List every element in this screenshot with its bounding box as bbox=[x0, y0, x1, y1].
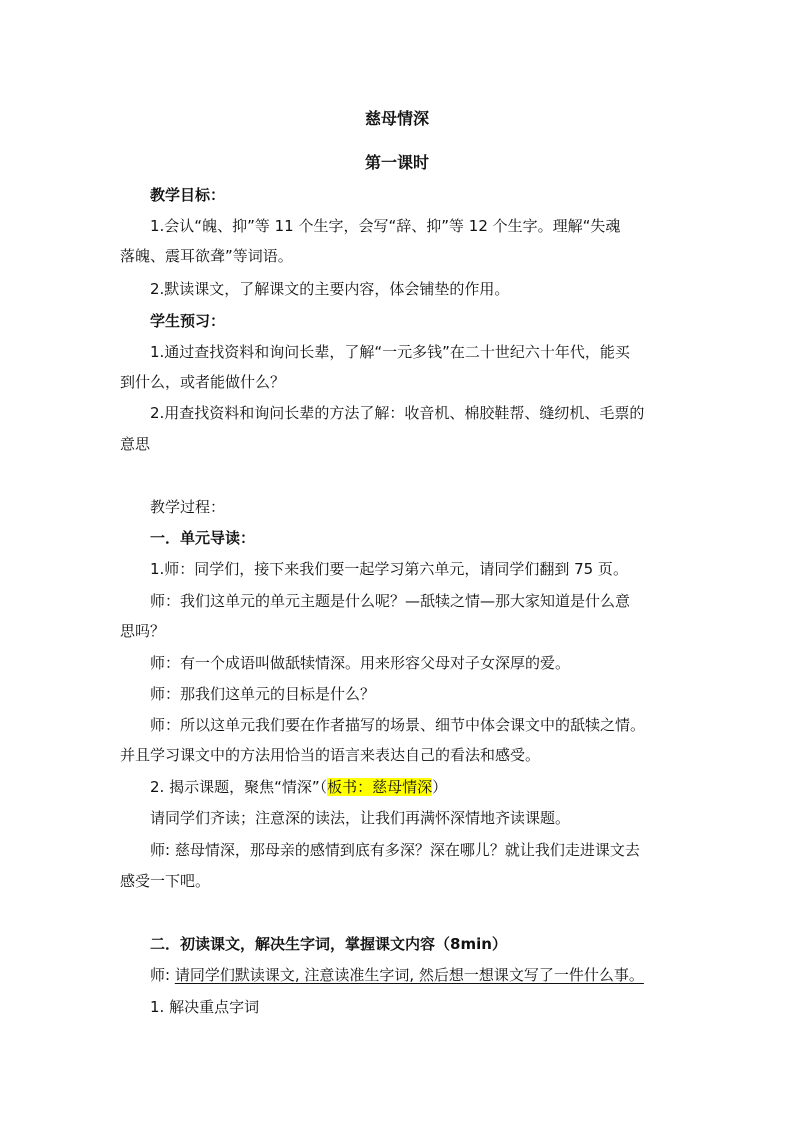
section-1-paragraph-4: 师：那我们这单元的目标是什么？ bbox=[150, 685, 376, 703]
goal-item-2: 2.默读课文，了解课文的主要内容，体会铺垫的作用。 bbox=[150, 280, 510, 298]
section-2-paragraph-1-underlined: 请同学们默读课文, 注意读准生字词, 然后想一想课文写了一件什么事。 bbox=[174, 966, 644, 984]
process-heading: 教学过程： bbox=[150, 498, 226, 516]
goal-item-1-line-2: 落魄、震耳欲聋”等词语。 bbox=[120, 247, 293, 265]
section-1-paragraph-3: 师：有一个成语叫做舐犊情深。用来形容父母对子女深厚的爱。 bbox=[150, 654, 571, 672]
preview-item-2-line-2: 意思 bbox=[120, 435, 151, 453]
section-1-paragraph-2-line-2: 思吗？ bbox=[120, 622, 166, 640]
section-1-paragraph-8-line-1: 师: 慈母情深，那母亲的感情到底有多深？深在哪儿？就让我们走进课文去 bbox=[150, 841, 640, 859]
section-2-heading: 二．初读课文，解决生字词，掌握课文内容（8min） bbox=[150, 935, 507, 953]
section-1-paragraph-6-suffix: ） bbox=[432, 778, 448, 796]
goal-item-1-line-1: 1.会认“魄、抑”等 11 个生字，会写“辞、抑”等 12 个生字。理解“失魂 bbox=[150, 217, 621, 235]
document-title: 慈母情深 bbox=[364, 109, 429, 128]
preview-item-1-line-2: 到什么，或者能做什么？ bbox=[120, 373, 286, 391]
document-subtitle: 第一课时 bbox=[364, 153, 429, 172]
section-1-paragraph-1: 1.师：同学们，接下来我们要一起学习第六单元，请同学们翻到 75 页。 bbox=[150, 560, 628, 578]
section-1-paragraph-5-line-1: 师：所以这单元我们要在作者描写的场景、细节中体会课文中的舐犊之情。 bbox=[150, 716, 646, 734]
section-1-paragraph-8-line-2: 感受一下吧。 bbox=[120, 872, 211, 890]
section-2-paragraph-2: 1. 解决重点字词 bbox=[150, 998, 260, 1016]
section-1-paragraph-7: 请同学们齐读；注意深的读法，让我们再满怀深情地齐读课题。 bbox=[150, 809, 571, 827]
section-1-paragraph-2-line-1: 师：我们这单元的单元主题是什么呢？—舐犊之情—那大家知道是什么意 bbox=[150, 592, 631, 610]
goals-heading: 教学目标： bbox=[150, 186, 226, 204]
preview-item-2-line-1: 2.用查找资料和询问长辈的方法了解：收音机、棉胶鞋帮、缝纫机、毛票的 bbox=[150, 404, 645, 422]
section-2-paragraph-1 bbox=[150, 965, 644, 985]
section-1-heading: 一．单元导读： bbox=[150, 529, 256, 547]
section-2-paragraph-1-prefix: 师: bbox=[150, 966, 175, 984]
section-1-paragraph-5-line-2: 并且学习课文中的方法用恰当的语言来表达自己的看法和感受。 bbox=[120, 746, 541, 764]
section-1-paragraph-6-prefix: 2. 揭示课题，聚焦“情深”（ bbox=[150, 778, 328, 796]
board-note-highlight: 板书：慈母情深 bbox=[327, 778, 433, 796]
preview-item-1-line-1: 1.通过查找资料和询问长辈，了解“一元多钱”在二十世纪六十年代，能买 bbox=[150, 343, 630, 361]
preview-heading: 学生预习： bbox=[150, 312, 226, 330]
section-1-paragraph-6 bbox=[150, 777, 447, 797]
